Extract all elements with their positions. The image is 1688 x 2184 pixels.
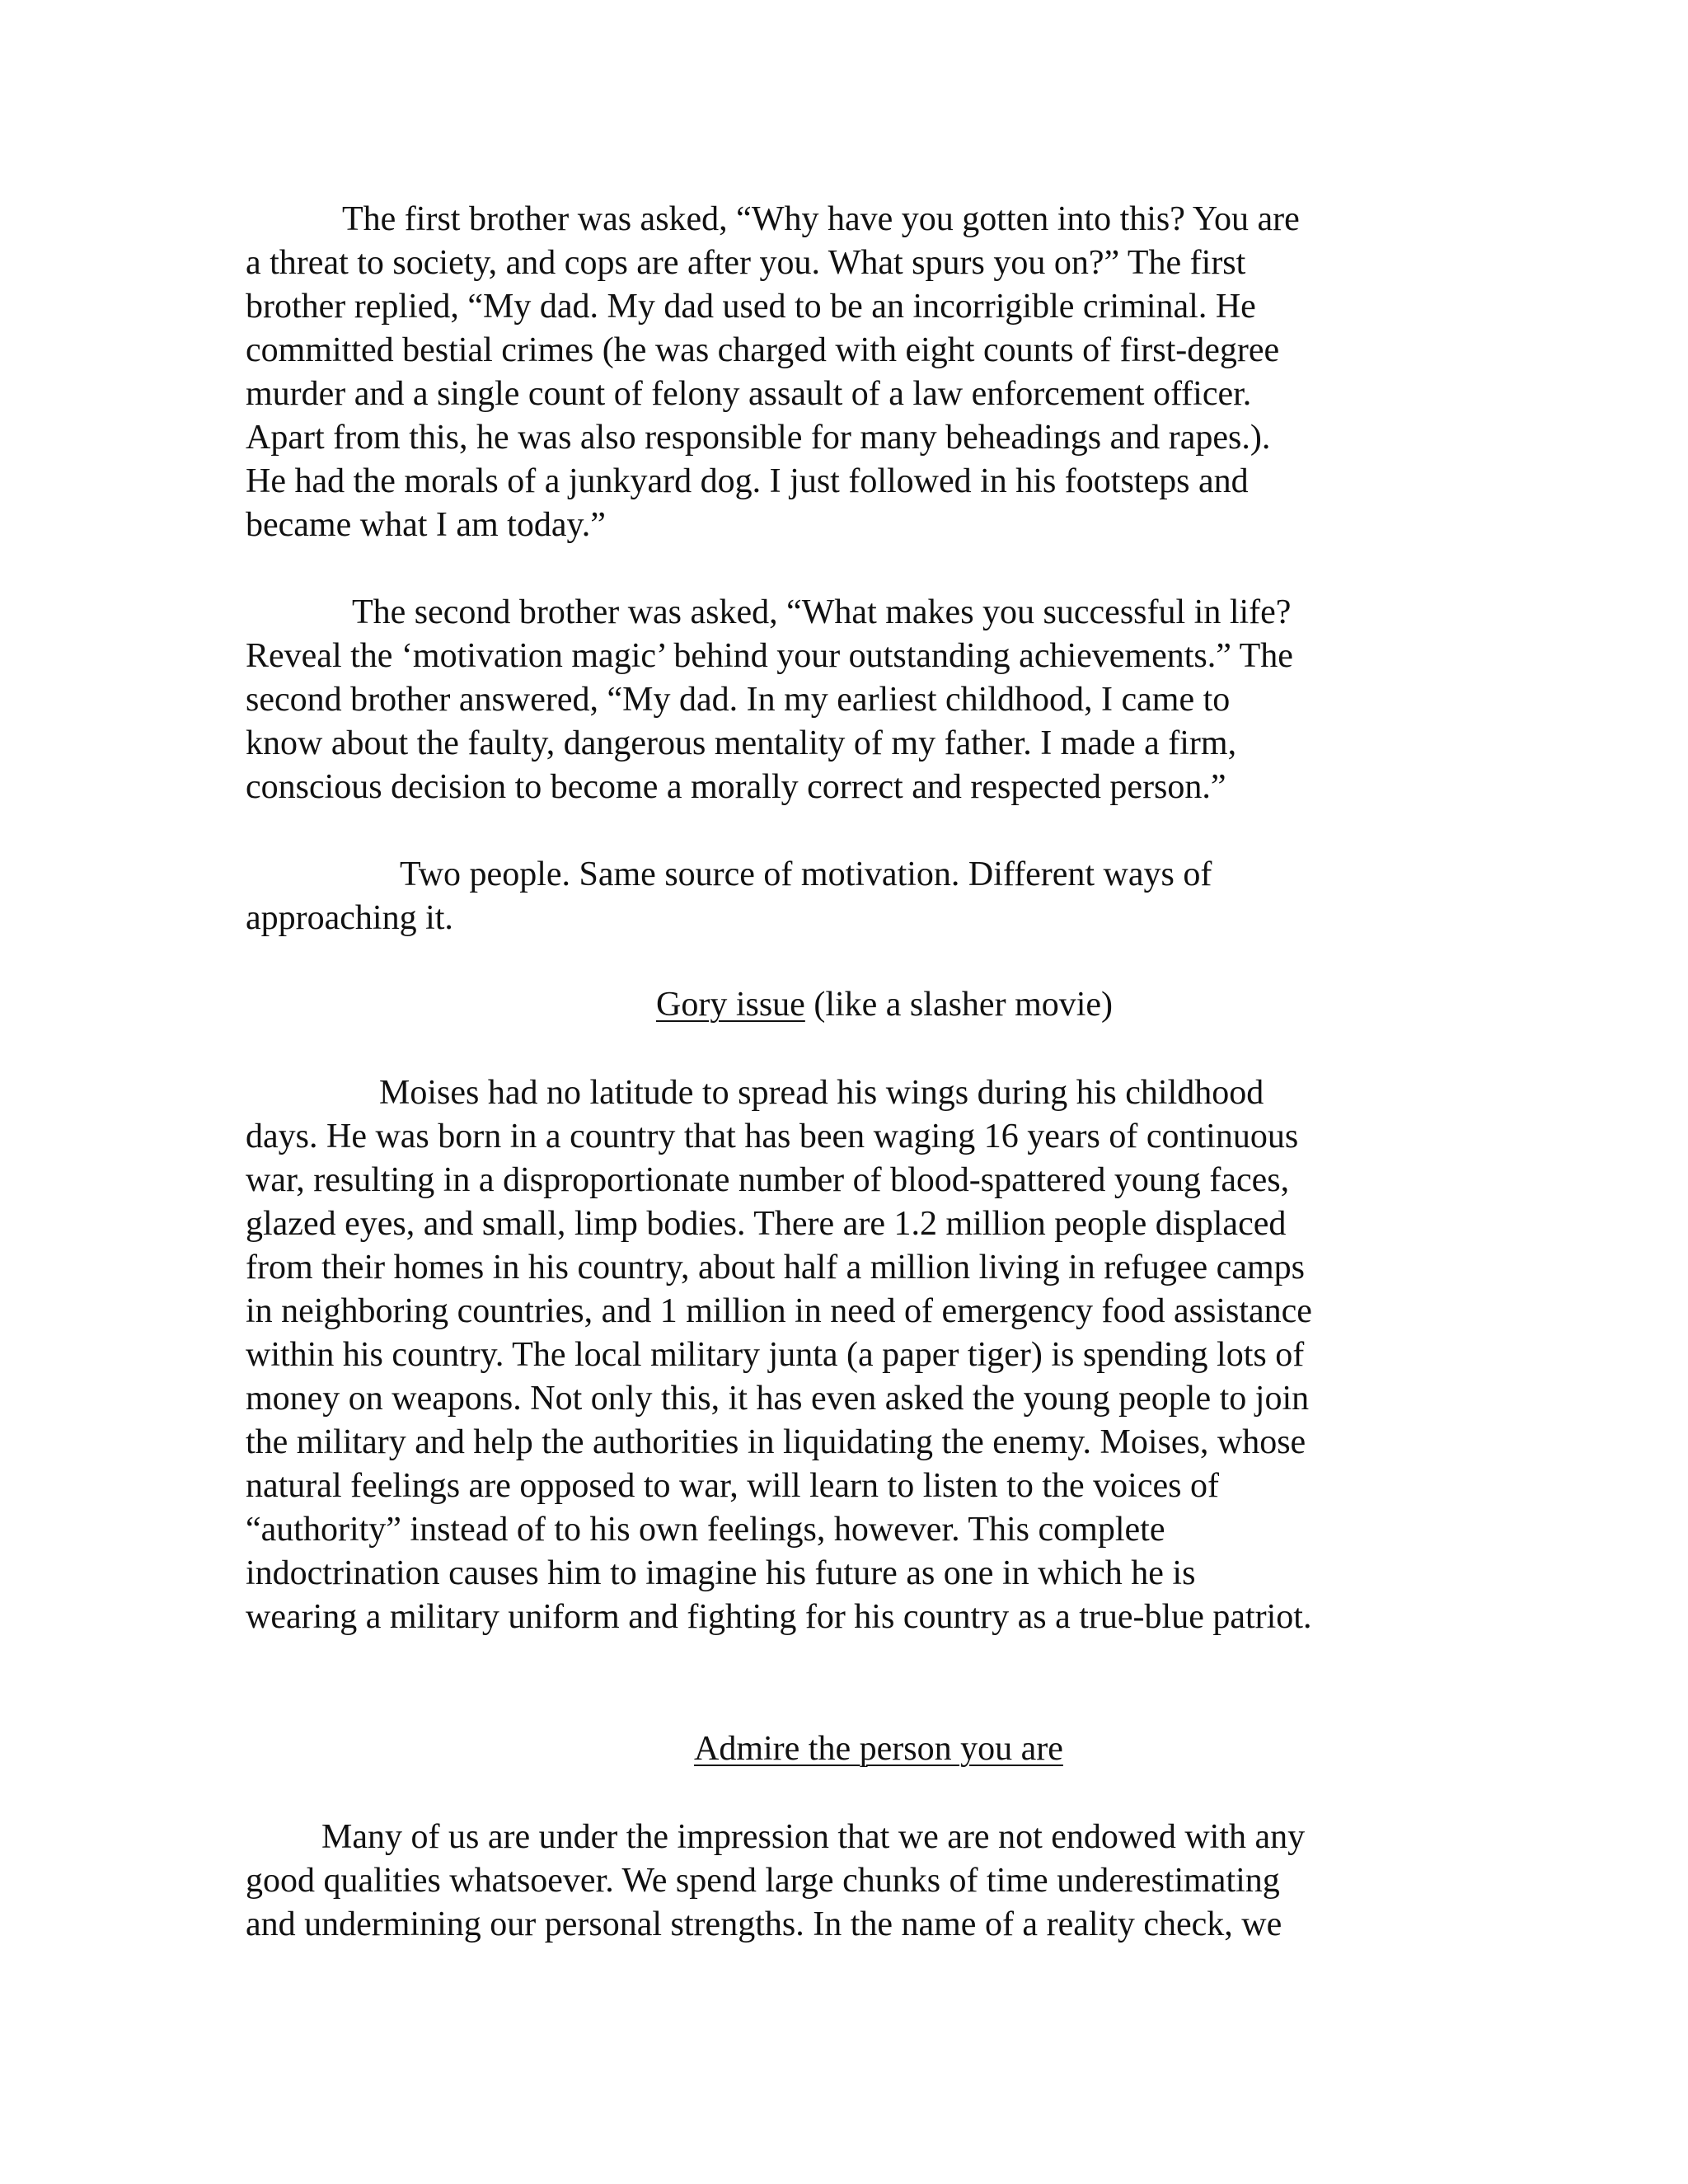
paragraph-4-line-2: days. He was born in a country that has been waging 16 years of continuous	[246, 1118, 1299, 1155]
paragraph-2-line-4: know about the faulty, dangerous mentality of my father. I made a firm,	[246, 724, 1237, 762]
paragraph-1-line-3: brother replied, “My dad. My dad used to be an incorrigible criminal. He	[246, 288, 1256, 326]
paragraph-4-line-7: within his country. The local military junta (a paper tiger) is spending lots of	[246, 1336, 1305, 1374]
paragraph-2-line-3: second brother answered, “My dad. In my earliest childhood, I came to	[246, 681, 1231, 719]
paragraph-1-line-2: a threat to society, and cops are after you. What spurs you on?” The first	[246, 244, 1246, 282]
paragraph-4-line-6: in neighboring countries, and 1 million in need of emergency food assistance	[246, 1292, 1312, 1330]
paragraph-4-line-10: natural feelings are opposed to war, will learn to listen to the voices of	[246, 1467, 1219, 1505]
section-heading-admire	[694, 1727, 1063, 1770]
paragraph-2-line-2: Reveal the ‘motivation magic’ behind your outstanding achievements.” The	[246, 637, 1293, 675]
paragraph-1-line-6: Apart from this, he was also responsible for many beheadings and rapes.).	[246, 419, 1271, 457]
paragraph-5-line-1: Many of us are under the impression that we are not endowed with any	[321, 1818, 1306, 1856]
paragraph-4-line-12: indoctrination causes him to imagine his future as one in which he is	[246, 1554, 1196, 1592]
section-heading-gory-issue-rest: (like a slasher movie)	[804, 986, 1114, 1024]
paragraph-3-line-2: approaching it.	[246, 899, 453, 937]
paragraph-1-line-4: committed bestial crimes (he was charged with eight counts of first-degree	[246, 331, 1280, 369]
paragraph-4-line-3: war, resulting in a disproportionate number of blood-spattered young faces,	[246, 1161, 1290, 1199]
paragraph-3-line-1: Two people. Same source of motivation. Different ways of	[400, 855, 1212, 893]
paragraph-2-line-5: conscious decision to become a morally correct and respected person.”	[246, 768, 1226, 806]
section-heading-gory-issue	[656, 983, 1113, 1026]
section-heading-admire-underlined: Admire the person you are	[694, 1730, 1063, 1768]
paragraph-4-line-8: money on weapons. Not only this, it has even asked the young people to join	[246, 1380, 1310, 1418]
paragraph-5-line-2: good qualities whatsoever. We spend large chunks of time underestimating	[246, 1862, 1280, 1900]
paragraph-1-line-8: became what I am today.”	[246, 506, 606, 544]
paragraph-4-line-1: Moises had no latitude to spread his wings during his childhood	[379, 1074, 1264, 1112]
paragraph-4-line-5: from their homes in his country, about half a million living in refugee camps	[246, 1249, 1305, 1286]
paragraph-1-line-7: He had the morals of a junkyard dog. I just followed in his footsteps and	[246, 462, 1249, 500]
paragraph-4-line-13: wearing a military uniform and fighting for his country as a true-blue patriot.	[246, 1598, 1312, 1636]
paragraph-4-line-4: glazed eyes, and small, limp bodies. There are 1.2 million people displaced	[246, 1205, 1287, 1243]
paragraph-5-line-3: and undermining our personal strengths. In the name of a reality check, we	[246, 1905, 1282, 1943]
paragraph-2-line-1: The second brother was asked, “What makes you successful in life?	[352, 593, 1292, 631]
section-heading-gory-issue-underlined: Gory issue	[656, 986, 805, 1024]
paragraph-4-line-11: “authority” instead of to his own feelings, however. This complete	[246, 1511, 1165, 1549]
paragraph-1-line-1: The first brother was asked, “Why have you gotten into this? You are	[342, 200, 1300, 238]
paragraph-4-line-9: the military and help the authorities in liquidating the enemy. Moises, whose	[246, 1423, 1306, 1461]
paragraph-1-line-5: murder and a single count of felony assault of a law enforcement officer.	[246, 375, 1252, 413]
